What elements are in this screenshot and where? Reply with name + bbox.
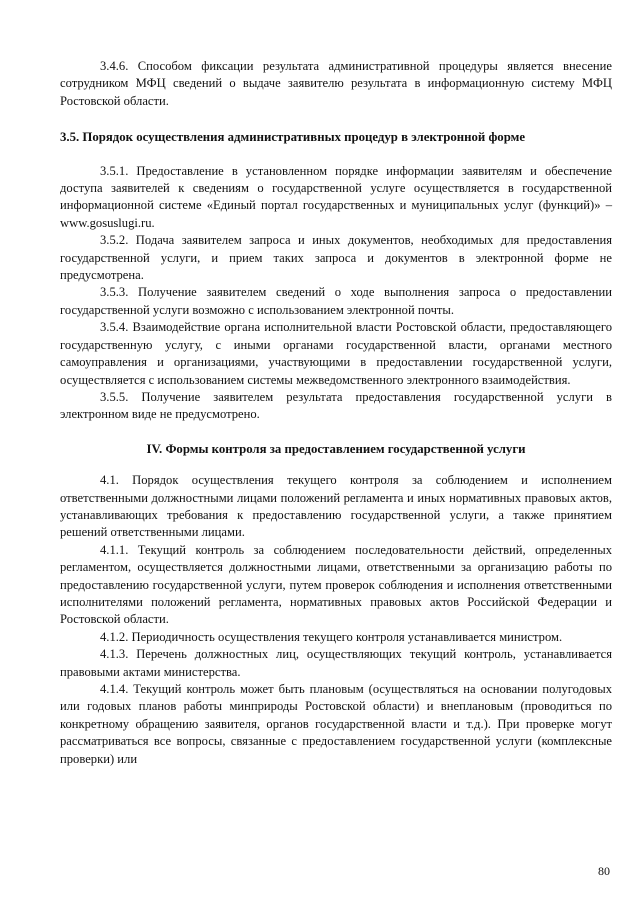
paragraph-4-1-2: 4.1.2. Периодичность осуществления текущего контроля устанавливается министром. [100, 629, 563, 644]
paragraph-3-5-2: 3.5.2. Подача заявителем запроса и иных документов, необходимых для предоставления государственной услуги, и прием таких запроса и документов в электронной форме не предусмотрена. [60, 233, 612, 283]
paragraph-3-5-3: 3.5.3. Получение заявителем сведений о ходе выполнения запроса о предоставлении государственной услуги возможно с использованием электронной почты. [60, 285, 612, 317]
page-number: 80 [598, 864, 610, 878]
document-body [60, 58, 612, 768]
paragraph-3-5-1: 3.5.1. Предоставление в установленном порядке информации заявителям и обеспечение доступа заявителей к сведениям о государственной услуге осуществляется в государственной информационной системе «Единый портал государственных и муниципальных услуг (функций)» – www.gosuslugi.ru. [60, 163, 612, 230]
section-heading-3-5: 3.5. Порядок осуществления административных процедур в электронной форме [60, 130, 526, 145]
paragraph-4-1-1: 4.1.1. Текущий контроль за соблюдением последовательности действий, определенных регламентом, осуществляется должностными лицами, ответственными за организацию работы по предоставлению государственной услуги, путем проверок соблюдения и исполнения ответственными исполнителями положений регламента, нормативных правовых актов Российской Федерации и Ростовской области. [60, 542, 612, 627]
paragraph-3-4-6: 3.4.6. Способом фиксации результата административной процедуры является внесение сотрудником МФЦ сведений о выдаче заявителю результата в информационную систему МФЦ Ростовской области. [60, 59, 612, 108]
paragraph-3-5-5: 3.5.5. Получение заявителем результата предоставления государственной услуги в электронном виде не предусмотрено. [60, 389, 612, 422]
paragraph-3-5-4: 3.5.4. Взаимодействие органа исполнительной власти Ростовской области, предоставляющего государственную услугу, с иными органами государственной власти, органами местного самоуправления и организациями, участвующими в предоставлении государственной услуги, осуществляется с использованием системы межведомственного электронного взаимодействия. [60, 320, 612, 387]
paragraph-4-1-3: 4.1.3. Перечень должностных лиц, осуществляющих текущий контроль, устанавливается правовыми актами министерства. [60, 647, 612, 679]
section-heading-iv: IV. Формы контроля за предоставлением государственной услуги [146, 441, 526, 456]
paragraph-4-1: 4.1. Порядок осуществления текущего контроля за соблюдением и исполнением ответственными должностными лицами положений регламента и иных нормативных правовых актов, устанавливающих требования к предоставлению государственной услуги, а также принятием решений ответственными лицами. [60, 473, 612, 540]
paragraph-4-1-4: 4.1.4. Текущий контроль может быть плановым (осуществляться на основании полугодовых или годовых планов работы минприроды Ростовской области) и внеплановым (проводиться по конкретному обращению заявителя, органов государственной власти и т.д.). При проверке могут рассматриваться все вопросы, связанные с предоставлением государственной услуги (комплексные проверки) или [60, 682, 612, 766]
